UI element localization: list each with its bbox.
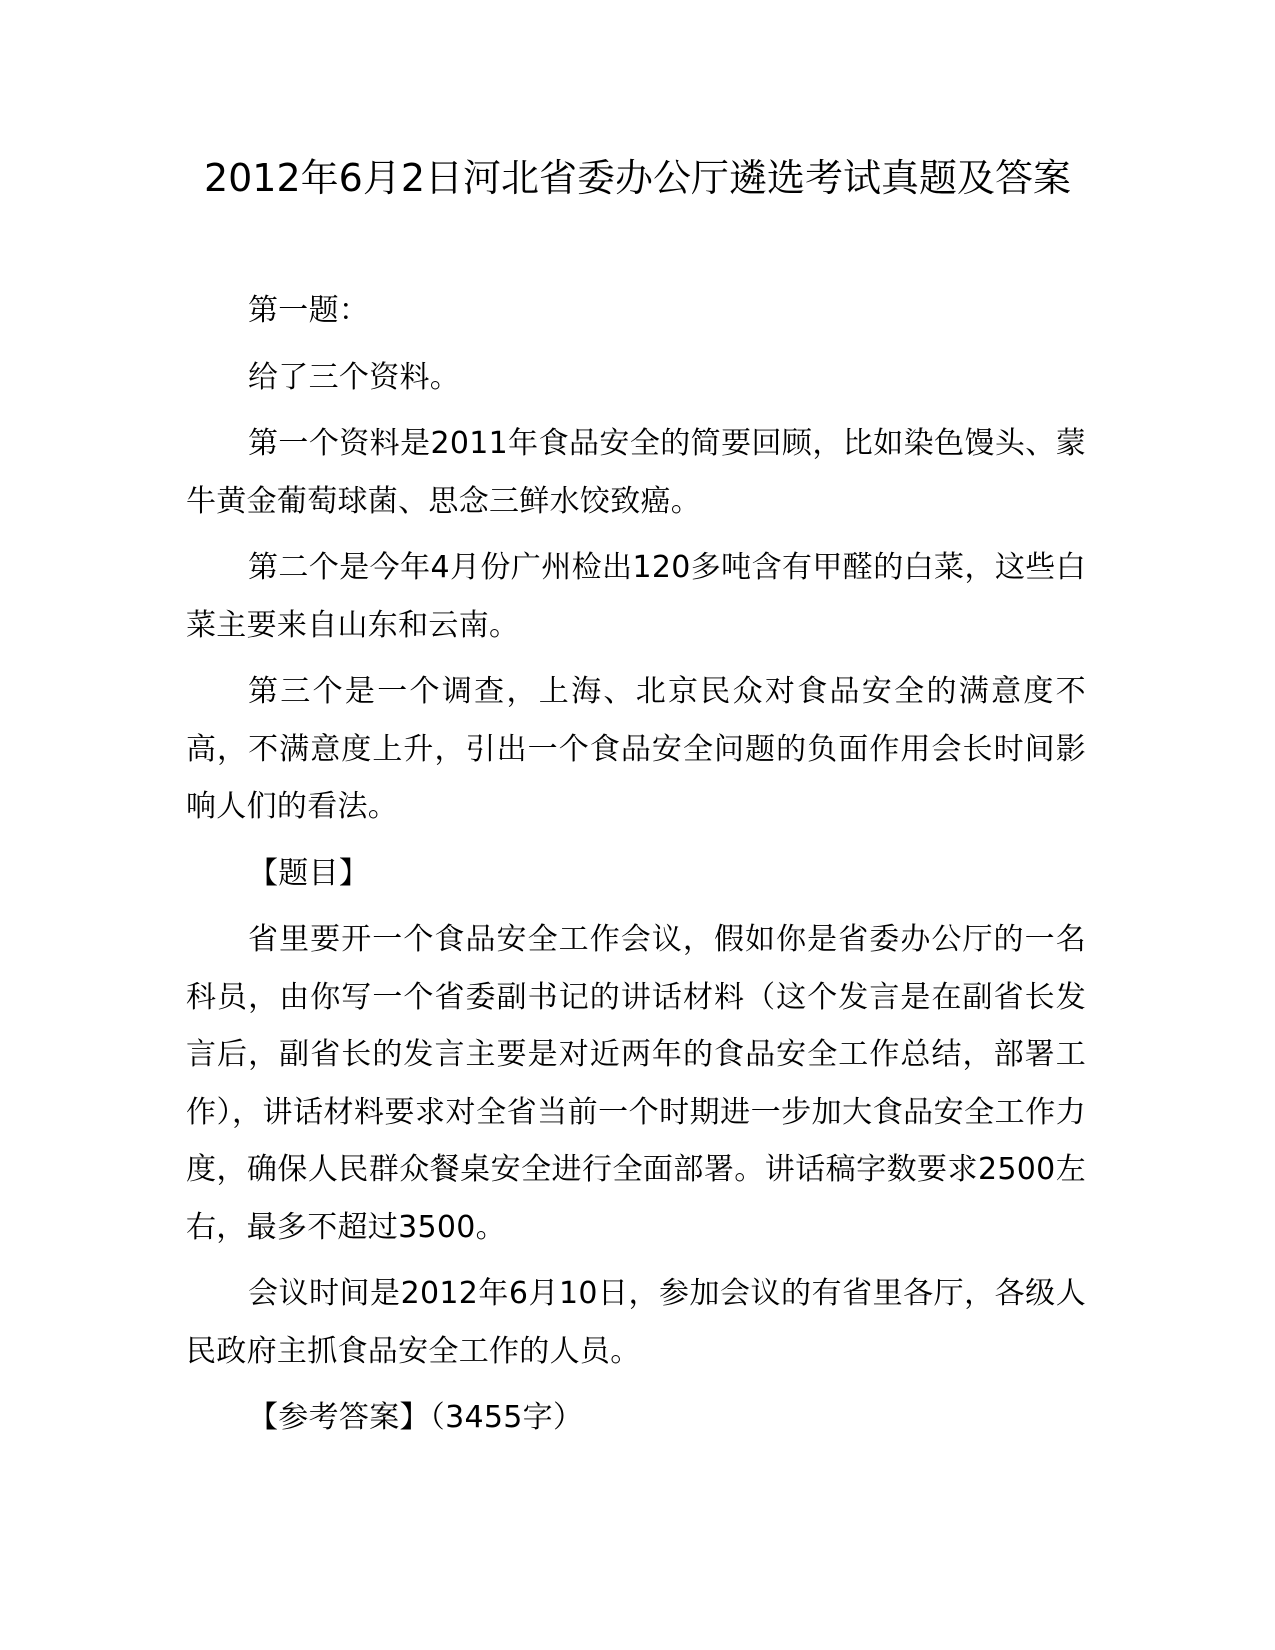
document-body xyxy=(186,282,1086,1456)
document-title: 2012年6月2日河北省委办公厅遴选考试真题及答案 xyxy=(203,156,1072,200)
paragraph-reference-answer-heading: 【参考答案】（3455字） xyxy=(248,1400,584,1435)
paragraph-topic-heading: 【题目】 xyxy=(248,855,370,891)
paragraph-question-one: 第一题： xyxy=(248,293,370,328)
paragraph-material-three: 第三个是一个调查，上海、北京民众对食品安全的满意度不高，不满意度上升，引出一个食品安全问题的负面作用会长时间影响人们的看法。 xyxy=(186,674,1086,824)
paragraph-topic-text: 省里要开一个食品安全工作会议，假如你是省委办公厅的一名科员，由你写一个省委副书记的讲话材料（这个发言是在副省长发言后，副省长的发言主要是对近两年的食品安全工作总结，部署工作），讲话材料要求对全省当前一个时期进一步加大食品安全工作力度，确保人民群众餐桌安全进行全面部署。讲话稿字数要求2500左右，最多不超过3500。 xyxy=(186,922,1086,1245)
paragraph-three-materials: 给了三个资料。 xyxy=(248,359,461,395)
paragraph-material-two: 第二个是今年4月份广州检出120多吨含有甲醛的白菜，这些白菜主要来自山东和云南。 xyxy=(186,550,1086,643)
paragraph-meeting-info: 会议时间是2012年6月10日，参加会议的有省里各厅，各级人民政府主抓食品安全工作的人员。 xyxy=(186,1276,1086,1369)
paragraph-material-one: 第一个资料是2011年食品安全的简要回顾，比如染色馒头、蒙牛黄金葡萄球菌、思念三鲜水饺致癌。 xyxy=(186,426,1086,519)
